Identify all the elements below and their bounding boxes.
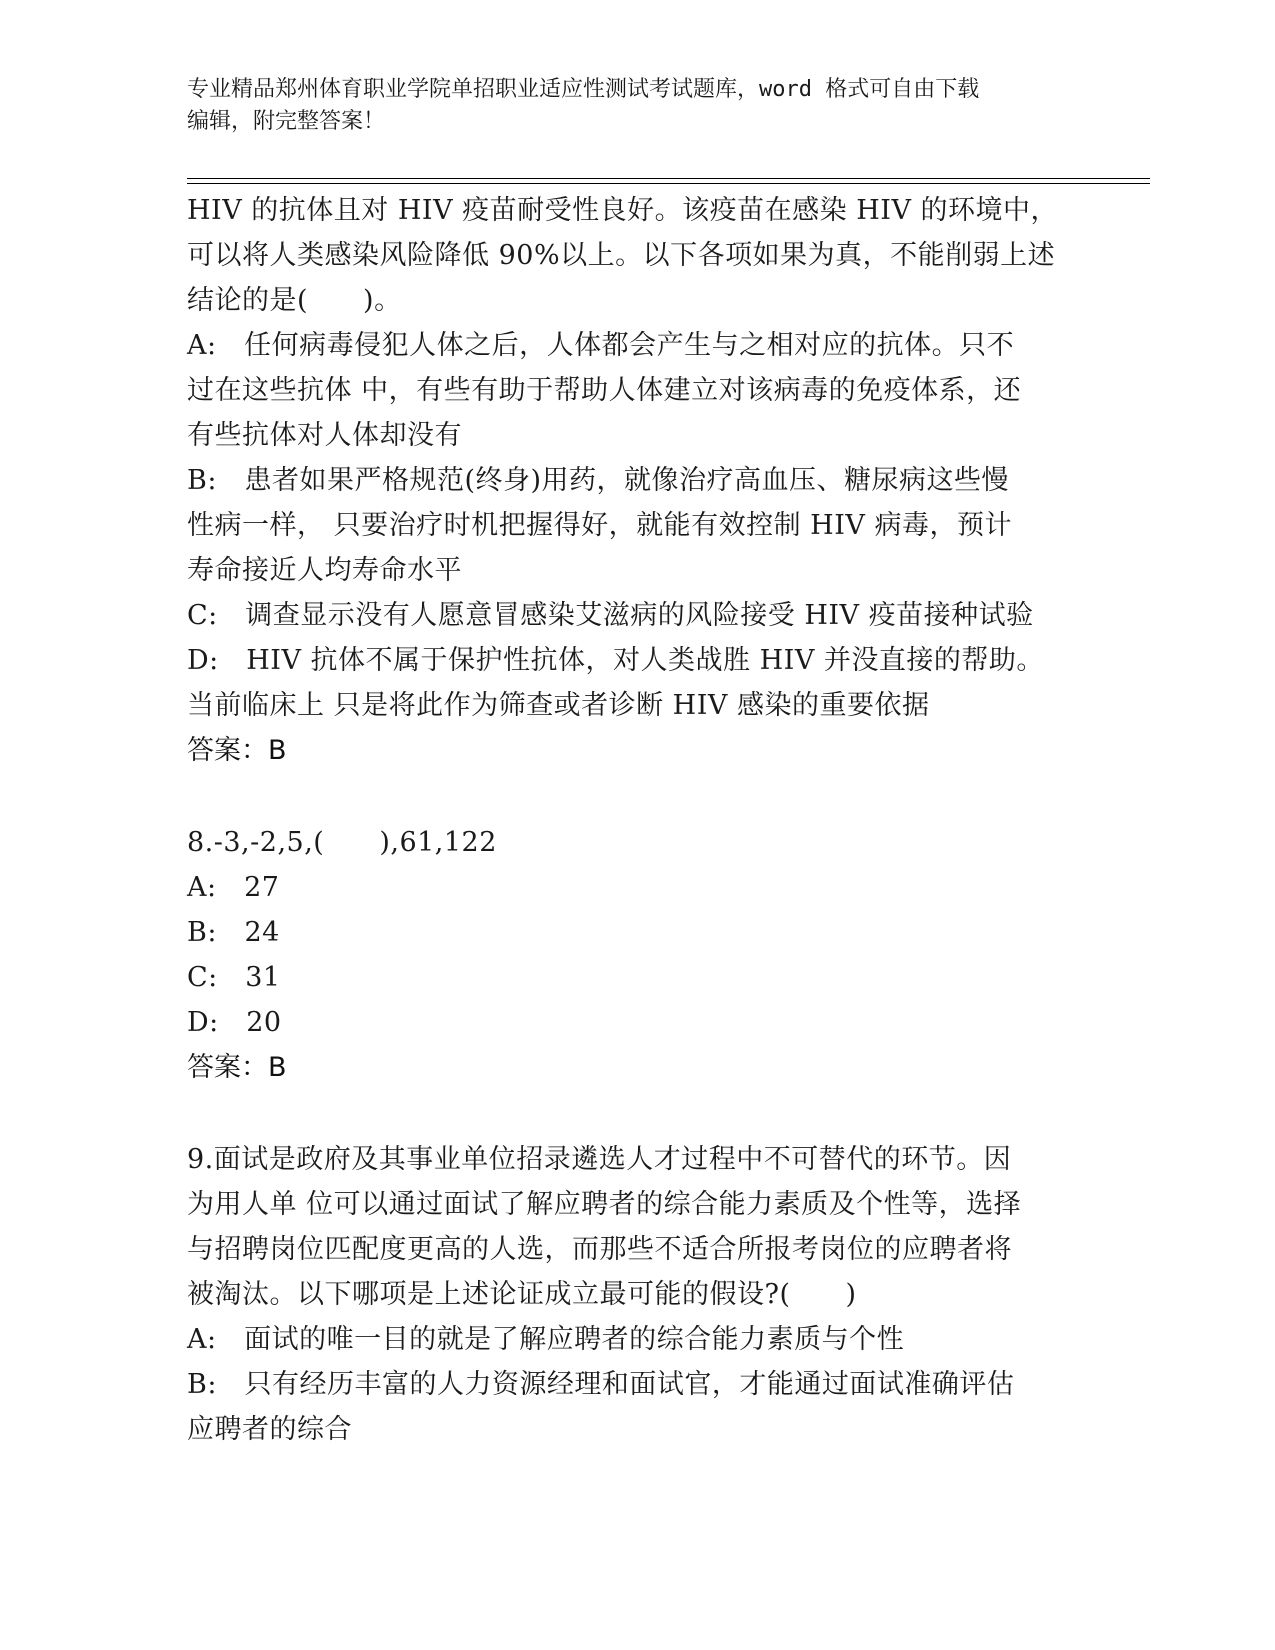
question-stem-line: 被淘汰。以下哪项是上述论证成立最可能的假设?( ) bbox=[187, 1279, 857, 1310]
question-stem-line: 与招聘岗位匹配度更高的人选，而那些不适合所报考岗位的应聘者将 bbox=[187, 1234, 1012, 1265]
answer-label: 答案：B bbox=[187, 1052, 287, 1083]
header-rule-bottom bbox=[187, 183, 1150, 184]
question-7 bbox=[187, 188, 1087, 773]
option-b: B: 只有经历丰富的人力资源经理和面试官，才能通过面试准确评估 bbox=[187, 1369, 1015, 1400]
header-line-1: 专业精品郑州体育职业学院单招职业适应性测试考试题库，word 格式可自由下载 bbox=[187, 77, 980, 102]
question-stem-line: HIV 的抗体且对 HIV 疫苗耐受性良好。该疫苗在感染 HIV 的环境中， bbox=[187, 195, 1059, 226]
question-stem-line: 9.面试是政府及其事业单位招录遴选人才过程中不可替代的环节。因 bbox=[187, 1144, 1012, 1175]
spacer bbox=[187, 773, 1087, 820]
option-a: 过在这些抗体 中，有些有助于帮助人体建立对该病毒的免疫体系，还 bbox=[187, 375, 1022, 406]
question-8 bbox=[187, 820, 1087, 1090]
option-b: B: 患者如果严格规范(终身)用药，就像治疗高血压、糖尿病这些慢 bbox=[187, 465, 1010, 496]
option-a: A: 面试的唯一目的就是了解应聘者的综合能力素质与个性 bbox=[187, 1324, 905, 1355]
page-content bbox=[187, 188, 1087, 1452]
question-stem-line: 为用人单 位可以通过面试了解应聘者的综合能力素质及个性等，选择 bbox=[187, 1189, 1022, 1220]
option-a: 有些抗体对人体却没有 bbox=[187, 420, 462, 451]
option-b: B: 24 bbox=[187, 917, 280, 948]
question-stem-line: 8.-3,-2,5,( ),61,122 bbox=[187, 827, 497, 858]
option-c: C: 31 bbox=[187, 962, 281, 993]
answer-label: 答案：B bbox=[187, 735, 287, 766]
question-stem-line: 可以将人类感染风险降低 90%以上。以下各项如果为真，不能削弱上述 bbox=[187, 240, 1056, 271]
document-header bbox=[187, 74, 1087, 138]
option-d: D: 20 bbox=[187, 1007, 282, 1038]
option-d: D: HIV 抗体不属于保护性抗体，对人类战胜 HIV 并没直接的帮助。 bbox=[187, 645, 1044, 676]
option-c: C: 调查显示没有人愿意冒感染艾滋病的风险接受 HIV 疫苗接种试验 bbox=[187, 600, 1034, 631]
option-b: 寿命接近人均寿命水平 bbox=[187, 555, 462, 586]
question-stem-line: 结论的是( )。 bbox=[187, 285, 402, 316]
option-b: 性病一样， 只要治疗时机把握得好，就能有效控制 HIV 病毒，预计 bbox=[187, 510, 1012, 541]
option-a: A: 27 bbox=[187, 872, 280, 903]
option-b: 应聘者的综合 bbox=[187, 1414, 352, 1445]
header-line-2: 编辑，附完整答案！ bbox=[187, 109, 386, 134]
option-a: A: 任何病毒侵犯人体之后，人体都会产生与之相对应的抗体。只不 bbox=[187, 330, 1015, 361]
question-9 bbox=[187, 1137, 1087, 1452]
spacer bbox=[187, 1090, 1087, 1137]
option-d: 当前临床上 只是将此作为筛查或者诊断 HIV 感染的重要依据 bbox=[187, 690, 930, 721]
header-rule-top bbox=[187, 178, 1150, 179]
